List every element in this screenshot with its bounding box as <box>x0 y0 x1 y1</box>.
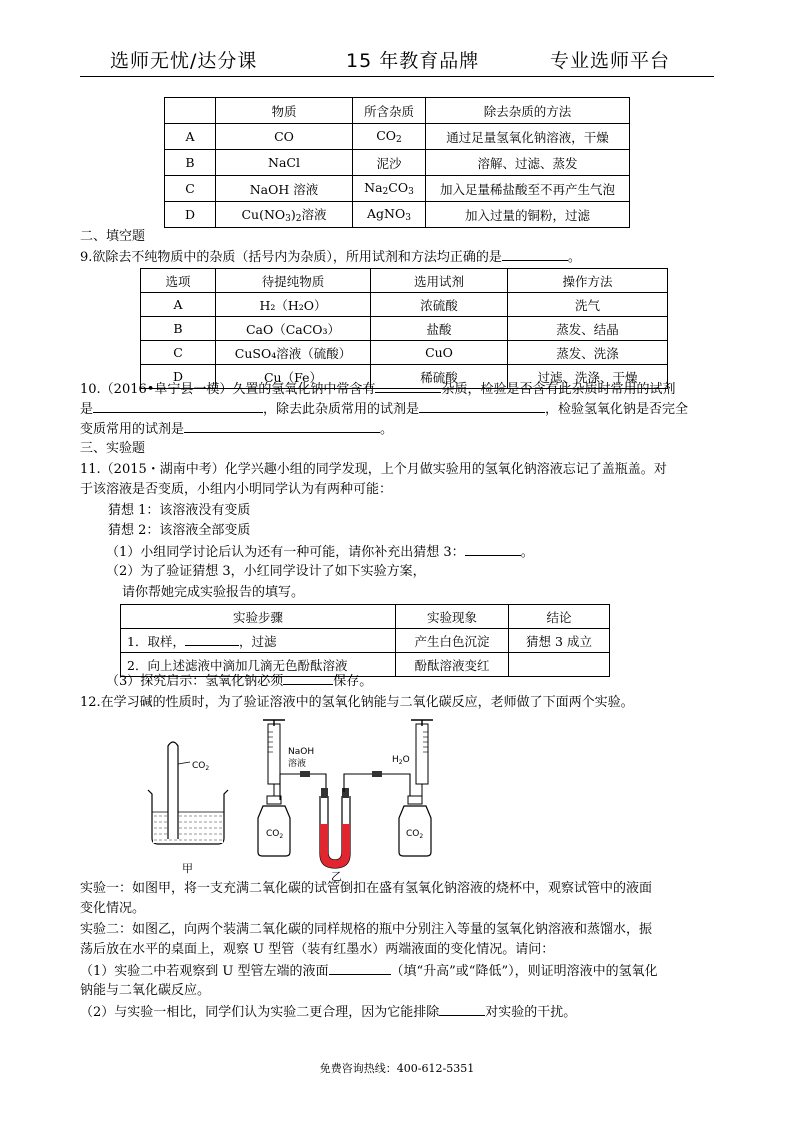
question-10-line-2: 是 ，除去此杂质常用的试剂是 ，检验氢氧化钠是否完全 <box>80 402 689 417</box>
table-cell: NaCl <box>216 150 353 176</box>
table-cell: 浓硫酸 <box>371 293 508 317</box>
co2-label-left: $CO_2$ <box>266 829 284 840</box>
table-row <box>141 293 668 317</box>
answer-blank[interactable] <box>329 962 391 975</box>
table-row <box>141 317 668 341</box>
table-cell: 泥沙 <box>353 150 426 176</box>
question-12-part-1: （1）实验二中若观察到 U 型管左端的液面 （填“升高”或“降低”），则证明溶液中的氢氧化 <box>80 964 658 979</box>
table-header-cell: 操作方法 <box>508 269 668 293</box>
table-cell: B <box>141 317 216 341</box>
table-header-cell: 结论 <box>509 605 610 629</box>
answer-blank[interactable] <box>375 380 441 393</box>
question-11-line-2: 于该溶液是否变质，小组内小明同学认为有两种可能： <box>80 482 393 497</box>
section-title-experiment: 三、实验题 <box>80 441 146 456</box>
table-cell: Cu（Fe） <box>216 365 371 389</box>
table-cell: $Cu(NO_3)_2$溶液 <box>216 202 353 228</box>
table-cell: NaOH 溶液 <box>216 176 353 202</box>
table-cell: 2．向上述滤液中滴加几滴无色酚酞溶液 <box>121 653 396 677</box>
table-cell: D <box>165 202 216 228</box>
table-cell: AgNO$_3$ <box>353 202 426 228</box>
question-12: 12.在学习碱的性质时，为了验证溶液中的氢氧化钠能与二氧化碳反应，老师做了下面两个实验。 <box>80 695 634 710</box>
table-cell: H₂（H₂O） <box>216 293 371 317</box>
impurity-table <box>164 97 630 228</box>
table-header-cell: 除去杂质的方法 <box>426 98 630 124</box>
experiment-report-table <box>120 604 610 677</box>
co2-label-right: $CO_2$ <box>406 829 424 840</box>
table-cell: D <box>141 365 216 389</box>
experiment-1: 实验一：如图甲，将一支充满二氧化碳的试管倒扣在盛有氢氧化钠溶液的烧杯中，观察试管中的液面 <box>80 881 653 896</box>
purification-table <box>140 268 668 389</box>
table-cell: C <box>141 341 216 365</box>
table-row <box>165 202 630 228</box>
header-left: 选师无忧/达分课 <box>110 50 258 72</box>
table-cell: $CO_2$ <box>353 124 426 150</box>
question-9: 9.欲除去不纯物质中的杂质（括号内为杂质），所用试剂和方法均正确的是 。 <box>80 250 581 265</box>
table-row <box>121 629 610 653</box>
question-11-part-3: （3）探究启示：氢氧化钠必须 保存。 <box>106 674 373 689</box>
table-cell: 酚酞溶液变红 <box>396 653 509 677</box>
table-header-cell <box>165 98 216 124</box>
table-header-row <box>141 269 668 293</box>
table-header-cell: 待提纯物质 <box>216 269 371 293</box>
question-11-part-2-cont: 请你帮她完成实验报告的填写。 <box>122 585 305 600</box>
question-10: 10.（2016•阜宁县一模）久置的氢氧化钠中常含有 杂质，检验是否含有此杂质时常用的试剂 <box>80 382 676 397</box>
answer-blank[interactable] <box>93 400 263 413</box>
table-cell: 盐酸 <box>371 317 508 341</box>
table-cell: 溶解、过滤、蒸发 <box>426 150 630 176</box>
table-cell: 产生白色沉淀 <box>396 629 509 653</box>
table-header-row <box>165 98 630 124</box>
page-footer: 免费咨询热线：400-612-5351 <box>319 1062 475 1075</box>
answer-blank[interactable] <box>439 1003 485 1016</box>
table-cell: CaO（CaCO₃） <box>216 317 371 341</box>
experiment-2-cont: 荡后放在水平的桌面上，观察 U 型管（装有红墨水）两端液面的变化情况。请问： <box>80 942 555 957</box>
question-12-part-1-cont: 钠能与二氧化碳反应。 <box>80 983 211 998</box>
experiment-figure <box>130 712 450 884</box>
table-cell: 加入足量稀盐酸至不再产生气泡 <box>426 176 630 202</box>
question-10-line-3: 变质常用的试剂是 。 <box>80 422 394 437</box>
figure-label-yi: 乙 <box>331 870 342 883</box>
experiment-2: 实验二：如图乙，向两个装满二氧化碳的同样规格的瓶中分别注入等量的氢氧化钠溶液和蒸馏水，振 <box>80 922 653 937</box>
table-cell: A <box>165 124 216 150</box>
answer-blank[interactable] <box>184 420 380 433</box>
table-header-cell: 物质 <box>216 98 353 124</box>
table-cell: A <box>141 293 216 317</box>
table-row <box>165 150 630 176</box>
table-row <box>141 341 668 365</box>
solution-label: 溶液 <box>288 759 307 769</box>
table-cell: B <box>165 150 216 176</box>
table-header-cell: 选项 <box>141 269 216 293</box>
experiment-1-cont: 变化情况。 <box>80 901 146 916</box>
co2-label: $CO_2$ <box>192 761 210 772</box>
h2o-label: $H_2O$ <box>392 755 410 766</box>
table-cell: 过滤、洗涤、干燥 <box>508 365 668 389</box>
figure-jia <box>148 742 228 875</box>
table-header-cell: 选用试剂 <box>371 269 508 293</box>
question-12-part-2: （2）与实验一相比，同学们认为实验二更合理，因为它能排除 对实验的干扰。 <box>80 1005 577 1020</box>
table-cell: $Na_2CO_3$ <box>353 176 426 202</box>
table-cell: 加入过量的铜粉，过滤 <box>426 202 630 228</box>
table-header-cell: 所含杂质 <box>353 98 426 124</box>
table-cell: 通过足量氢氧化钠溶液，干燥 <box>426 124 630 150</box>
table-header-cell: 实验步骤 <box>121 605 396 629</box>
table-cell[interactable] <box>509 653 610 677</box>
table-row <box>165 124 630 150</box>
header-right: 专业选师平台 <box>550 50 671 72</box>
table-header-row <box>121 605 610 629</box>
header-divider <box>80 76 714 77</box>
answer-blank[interactable] <box>185 633 239 646</box>
answer-blank[interactable] <box>419 400 545 413</box>
figure-label-jia: 甲 <box>182 862 193 875</box>
table-cell: 洗气 <box>508 293 668 317</box>
question-11: 11.（2015・湖南中考）化学兴趣小组的同学发现，上个月做实验用的氢氧化钠溶液忘记了盖瓶盖。对 <box>80 462 667 477</box>
table-cell: C <box>165 176 216 202</box>
table-cell: 猜想 3 成立 <box>509 629 610 653</box>
header-center: 15 年教育品牌 <box>346 50 480 72</box>
answer-blank[interactable] <box>465 543 521 556</box>
guess-1: 猜想 1：该溶液没有变质 <box>108 503 251 518</box>
question-11-part-1: （1）小组同学讨论后认为还有一种可能，请你补充出猜想 3： 。 <box>106 545 534 560</box>
table-cell: 蒸发、洗涤 <box>508 341 668 365</box>
section-title-fill-blank: 二、填空题 <box>80 229 146 244</box>
table-row <box>165 176 630 202</box>
answer-blank[interactable] <box>502 248 568 261</box>
table-header-cell: 实验现象 <box>396 605 509 629</box>
guess-2: 猜想 2：该溶液全部变质 <box>108 523 251 538</box>
page-header <box>110 46 714 76</box>
table-cell: CuO <box>371 341 508 365</box>
table-cell: 1．取样， ，过滤 <box>121 629 396 653</box>
figure-yi <box>258 720 433 883</box>
naoh-label: NaOH <box>288 747 315 757</box>
table-cell: 稀硫酸 <box>371 365 508 389</box>
answer-blank[interactable] <box>283 672 333 685</box>
table-cell: 蒸发、结晶 <box>508 317 668 341</box>
table-cell: CuSO₄溶液（硫酸） <box>216 341 371 365</box>
table-cell: CO <box>216 124 353 150</box>
question-11-part-2: （2）为了验证猜想 3，小红同学设计了如下实验方案， <box>106 564 426 579</box>
